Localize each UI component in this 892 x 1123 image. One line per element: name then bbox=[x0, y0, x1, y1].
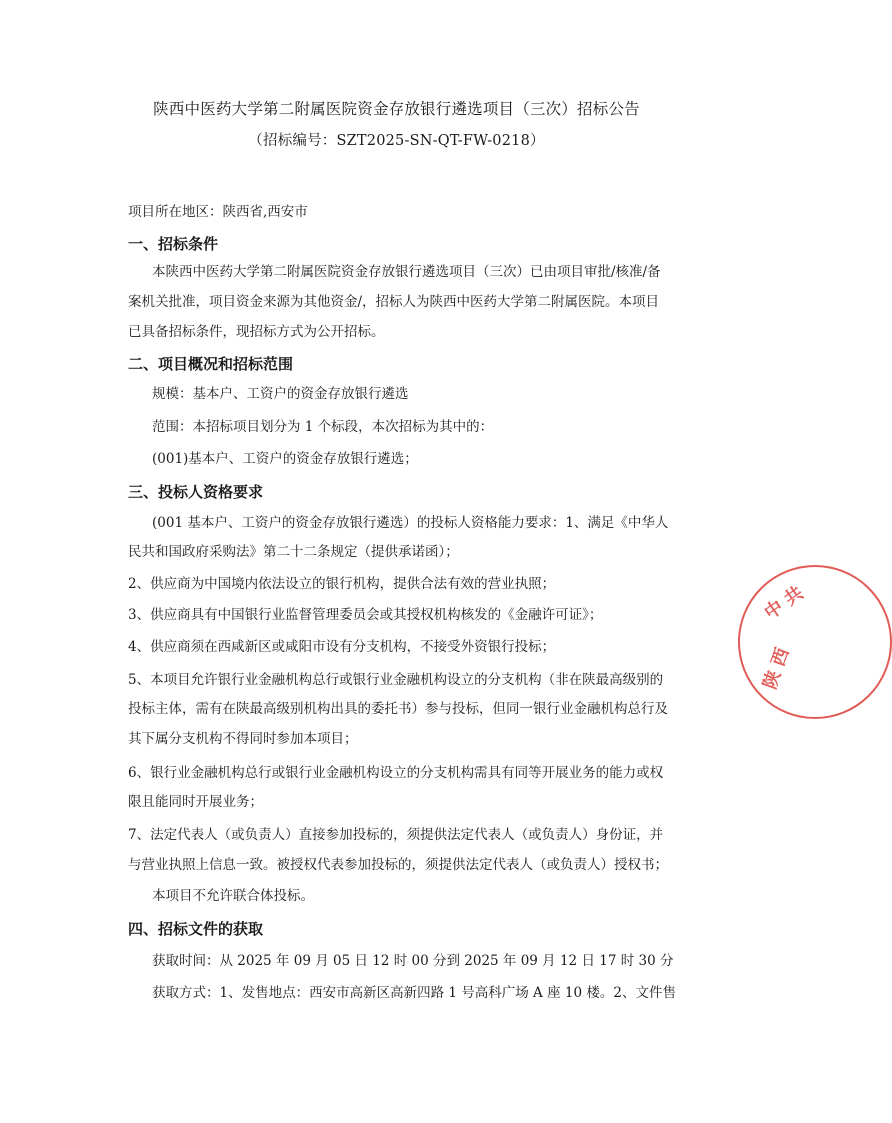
paragraph-line: 7、法定代表人（或负责人）直接参加投标的，须提供法定代表人（或负责人）身份证，并 bbox=[128, 827, 664, 843]
paragraph-line: 3、供应商具有中国银行业监督管理委员会或其授权机构核发的《金融许可证》； bbox=[128, 607, 603, 623]
paragraph-line: 民共和国政府采购法》第二十二条规定（提供承诺函）； bbox=[128, 544, 459, 560]
paragraph-line: 已具备招标条件，现招标方式为公开招标。 bbox=[128, 324, 385, 340]
paragraph-line: 范围：本招标项目划分为 1 个标段，本次招标为其中的： bbox=[152, 419, 494, 435]
official-seal-stamp bbox=[738, 565, 892, 719]
paragraph-line: 获取方式：1、发售地点：西安市高新区高新四路 1 号高科广场 A 座 10 楼。2、文件售 bbox=[152, 985, 676, 1001]
seal-text-top: 中 共 bbox=[760, 582, 808, 624]
paragraph-line: (001)基本户、工资户的资金存放银行遴选； bbox=[152, 451, 418, 467]
section-heading-2: 二、项目概况和招标范围 bbox=[128, 355, 294, 373]
paragraph-line: 投标主体，需有在陕最高级别机构出具的委托书）参与投标，但同一银行业金融机构总行及 bbox=[128, 701, 668, 717]
paragraph-line: 与营业执照上信息一致。被授权代表参加投标的，须提供法定代表人（或负责人）授权书； bbox=[128, 857, 668, 873]
paragraph-line: 2、供应商为中国境内依法设立的银行机构，提供合法有效的营业执照； bbox=[128, 576, 556, 592]
paragraph-line: 限且能同时开展业务； bbox=[128, 794, 263, 810]
section-heading-4: 四、招标文件的获取 bbox=[128, 920, 264, 938]
paragraph-line: 其下属分支机构不得同时参加本项目； bbox=[128, 731, 358, 747]
project-region: 项目所在地区：陕西省,西安市 bbox=[128, 204, 308, 220]
paragraph-line: (001 基本户、工资户的资金存放银行遴选）的投标人资格能力要求：1、满足《中华人 bbox=[152, 515, 669, 531]
paragraph-line: 6、银行业金融机构总行或银行业金融机构设立的分支机构需具有同等开展业务的能力或权 bbox=[128, 765, 664, 781]
paragraph-line: 本陕西中医药大学第二附属医院资金存放银行遴选项目（三次）已由项目审批/核准/备 bbox=[152, 264, 661, 280]
paragraph-line: 获取时间：从 2025 年 09 月 05 日 12 时 00 分到 2025 年 09 月 12 日 17 时 30 分 bbox=[152, 953, 674, 969]
paragraph-line: 案机关批准，项目资金来源为其他资金/，招标人为陕西中医药大学第二附属医院。本项目 bbox=[128, 294, 660, 310]
paragraph-line: 4、供应商须在西咸新区或咸阳市设有分支机构，不接受外资银行投标； bbox=[128, 639, 556, 655]
tender-number: （招标编号：SZT2025-SN-QT-FW-0218） bbox=[248, 133, 545, 149]
seal-text-side: 陕 西 bbox=[759, 645, 794, 692]
document-title: 陕西中医药大学第二附属医院资金存放银行遴选项目（三次）招标公告 bbox=[153, 100, 640, 118]
section-heading-1: 一、招标条件 bbox=[128, 235, 219, 253]
paragraph-line: 5、本项目允许银行业金融机构总行或银行业金融机构设立的分支机构（非在陕最高级别的 bbox=[128, 672, 664, 688]
paragraph-line: 规模：基本户、工资户的资金存放银行遴选 bbox=[152, 386, 409, 402]
paragraph-line: 本项目不允许联合体投标。 bbox=[152, 888, 314, 904]
section-heading-3: 三、投标人资格要求 bbox=[128, 483, 264, 501]
